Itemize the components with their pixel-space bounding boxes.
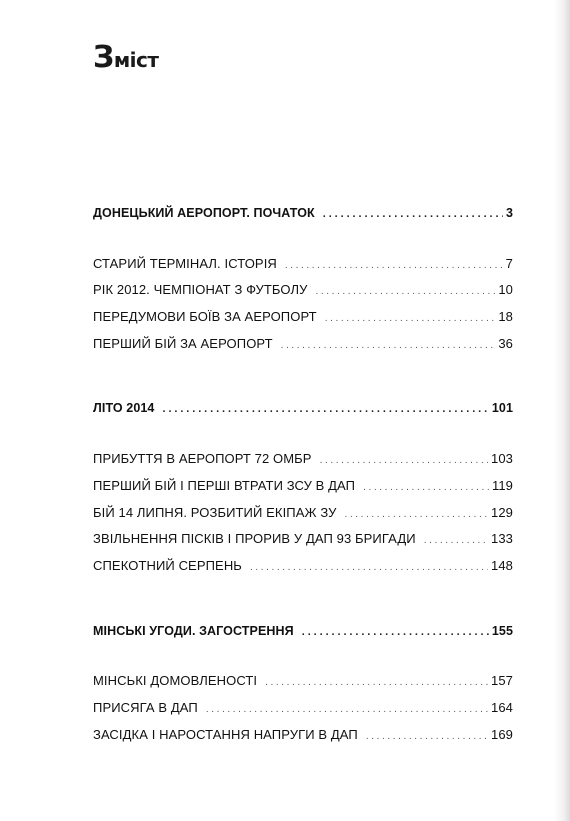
toc-entry[interactable] xyxy=(93,277,513,304)
leader-dots xyxy=(345,502,488,529)
toc-entry-label: ЗВІЛЬНЕННЯ ПІСКІВ І ПРОРИВ У ДАП 93 БРИГАДИ xyxy=(93,531,416,547)
page-edge xyxy=(554,0,570,821)
leader-dots xyxy=(366,724,488,751)
toc-entry-label: СТАРИЙ ТЕРМІНАЛ. ІСТОРІЯ xyxy=(93,255,277,271)
toc-page-number: 103 xyxy=(491,451,513,467)
toc-entry[interactable] xyxy=(93,473,513,500)
toc-entry-label: СПЕКОТНИЙ СЕРПЕНЬ xyxy=(93,557,242,573)
toc-page-number: 169 xyxy=(491,726,513,742)
toc-entry-label: ПРИБУТТЯ В АЕРОПОРТ 72 ОМБР xyxy=(93,451,312,467)
toc-entry-label: ПРИСЯГА В ДАП xyxy=(93,699,198,715)
toc-entry-label: РІК 2012. ЧЕМПІОНАТ З ФУТБОЛУ xyxy=(93,282,308,298)
leader-dots xyxy=(325,306,496,333)
toc-entry-label: ЗАСІДКА І НАРОСТАННЯ НАПРУГИ В ДАП xyxy=(93,726,358,742)
toc-page-number: 7 xyxy=(505,255,513,271)
toc-page-number: 36 xyxy=(498,335,513,351)
toc-page-number: 157 xyxy=(491,673,513,689)
leader-dots xyxy=(206,697,488,724)
table-of-contents xyxy=(93,200,513,748)
toc-entry[interactable] xyxy=(93,668,513,695)
page-title-rest: міст xyxy=(113,48,159,72)
leader-dots xyxy=(320,448,488,475)
page-title-initial: З xyxy=(93,40,114,75)
toc-page-number: 133 xyxy=(491,531,513,547)
toc-page-number: 10 xyxy=(498,282,513,298)
leader-dots xyxy=(424,528,488,555)
leader-dots xyxy=(302,619,489,646)
leader-dots xyxy=(285,253,503,280)
leader-dots xyxy=(363,475,489,502)
leader-dots xyxy=(315,279,495,306)
toc-entry-label: ПЕРЕДУМОВИ БОЇВ ЗА АЕРОПОРТ xyxy=(93,309,317,325)
toc-page-number: 101 xyxy=(491,401,513,416)
toc-page-number: 3 xyxy=(505,206,513,220)
leader-dots xyxy=(265,670,488,697)
toc-page-number: 18 xyxy=(498,309,513,325)
toc-entry[interactable] xyxy=(93,500,513,527)
toc-entry[interactable] xyxy=(93,446,513,473)
toc-section-heading[interactable] xyxy=(93,200,513,227)
leader-dots xyxy=(250,555,488,582)
toc-entry[interactable] xyxy=(93,722,513,749)
toc-entry-label: ПЕРШИЙ БІЙ ЗА АЕРОПОРТ xyxy=(93,335,273,351)
toc-entry-label: МІНСЬКІ ДОМОВЛЕНОСТІ xyxy=(93,673,258,689)
toc-section-label: ЛІТО 2014 xyxy=(93,401,155,416)
toc-page-number: 148 xyxy=(491,557,513,573)
toc-section-heading[interactable] xyxy=(93,395,513,422)
page-title xyxy=(93,40,158,75)
toc-entry[interactable] xyxy=(93,304,513,331)
toc-section-label: ДОНЕЦЬКИЙ АЕРОПОРТ. ПОЧАТОК xyxy=(93,206,315,220)
leader-dots xyxy=(162,396,488,423)
leader-dots xyxy=(323,201,503,228)
toc-page-number: 119 xyxy=(491,477,513,493)
toc-page-number: 129 xyxy=(491,504,513,520)
toc-section-label: МІНСЬКІ УГОДИ. ЗАГОСТРЕННЯ xyxy=(93,623,294,638)
toc-entry[interactable] xyxy=(93,526,513,553)
toc-entry[interactable] xyxy=(93,251,513,278)
toc-entry[interactable] xyxy=(93,695,513,722)
toc-entry-label: БІЙ 14 ЛИПНЯ. РОЗБИТИЙ ЕКІПАЖ ЗУ xyxy=(93,504,337,520)
toc-section-heading[interactable] xyxy=(93,618,513,645)
toc-entry[interactable] xyxy=(93,331,513,358)
toc-entry-label: ПЕРШИЙ БІЙ І ПЕРШІ ВТРАТИ ЗСУ В ДАП xyxy=(93,477,356,493)
toc-entry[interactable] xyxy=(93,553,513,580)
toc-page-number: 155 xyxy=(491,623,513,638)
leader-dots xyxy=(281,333,496,360)
toc-page-number: 164 xyxy=(491,699,513,715)
